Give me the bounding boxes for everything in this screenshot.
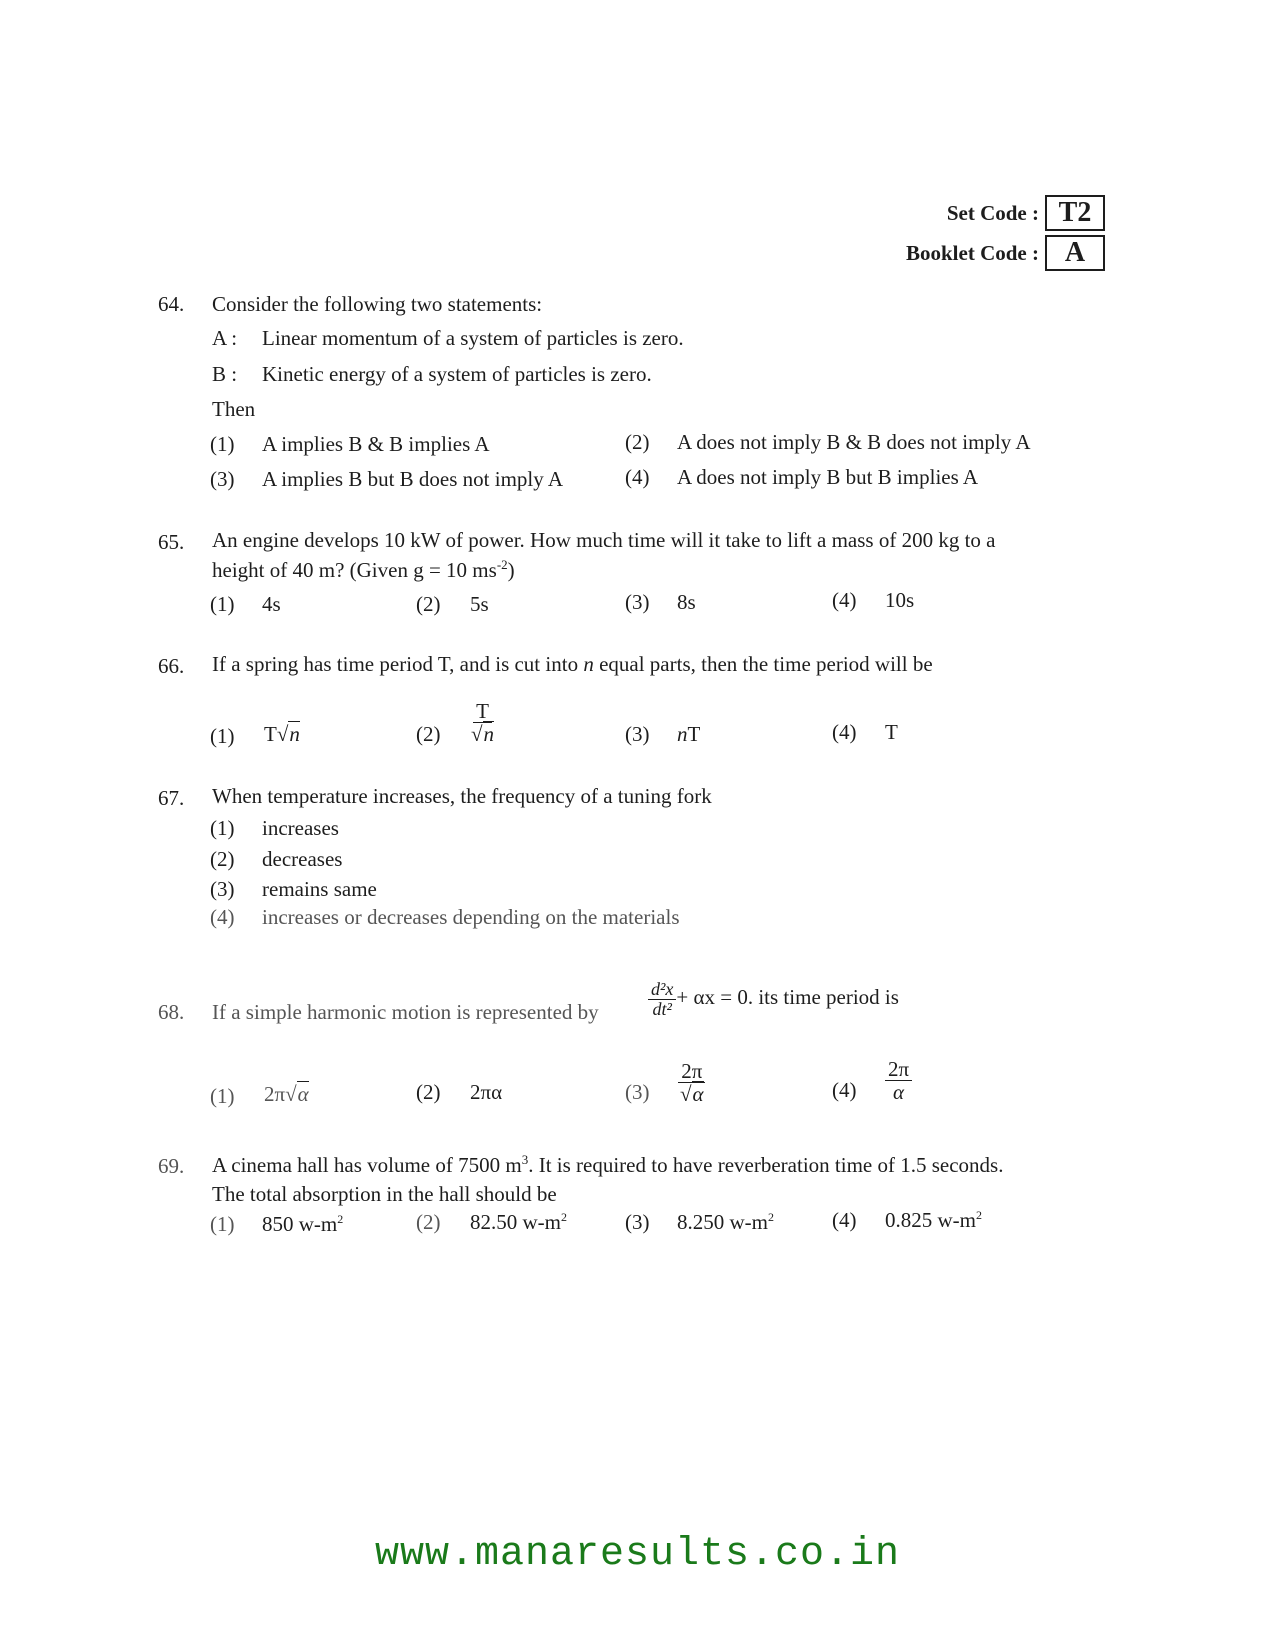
option-expression: $\frac{2\pi}{\alpha}$ <box>885 1058 912 1103</box>
option-label: (3) <box>625 1210 650 1234</box>
option-text: 0.825 $w-m^2$ <box>885 1208 982 1232</box>
option-text: increases or decreases depending on the materials <box>262 905 680 929</box>
option-label: (1) <box>210 1084 235 1108</box>
booklet-code-label: Booklet Code : <box>906 240 1039 265</box>
option-text: 10s <box>885 588 915 612</box>
option-expression: $\frac{2\pi}{√\alpha}$ <box>680 1059 704 1107</box>
option-text: 5s <box>470 592 489 616</box>
option-label: (1) <box>210 816 235 840</box>
option-label: (2) <box>210 847 235 871</box>
option-label: (2) <box>625 430 650 454</box>
question-number: 69. <box>158 1154 185 1178</box>
option-label: (2) <box>416 1210 441 1234</box>
statement-text: Kinetic energy of a system of particles is zero. <box>262 362 652 386</box>
option-text: T <box>885 720 898 744</box>
option-text: increases <box>262 816 339 840</box>
option-label: (4) <box>832 720 857 744</box>
question-stem-line2: The total absorption in the hall should be <box>212 1182 557 1206</box>
exam-codes <box>906 195 1105 275</box>
question-stem-line1: A cinema hall has volume of 7500 $m^3$. It is required to have reverberation time of 1.5 seconds. <box>212 1152 1004 1177</box>
option-label: (2) <box>416 592 441 616</box>
option-label: (4) <box>210 905 235 929</box>
option-label: (3) <box>625 1080 650 1104</box>
option-label: (2) <box>416 1080 441 1104</box>
question-number: 66. <box>158 654 185 678</box>
set-code-box: T2 <box>1045 195 1105 231</box>
option-text: A implies B & B implies A <box>262 432 490 456</box>
option-label: (4) <box>625 465 650 489</box>
option-text: A implies B but B does not imply A <box>262 467 564 491</box>
option-label: (1) <box>210 724 235 748</box>
booklet-code-box: A <box>1045 235 1105 271</box>
option-text: 2πα <box>470 1080 503 1104</box>
question-number: 68. <box>158 1000 185 1024</box>
question-stem-part1: If a simple harmonic motion is represented by <box>212 1000 599 1024</box>
option-text: 8s <box>677 590 696 614</box>
question-stem-line1: An engine develops 10 kW of power. How much time will it take to lift a mass of 200 kg to a <box>212 528 996 552</box>
option-expression: nT <box>677 722 701 746</box>
question-number: 67. <box>158 786 185 810</box>
option-label: (1) <box>210 1212 235 1236</box>
option-label: (3) <box>625 590 650 614</box>
option-text: remains same <box>262 877 377 901</box>
option-label: (1) <box>210 592 235 616</box>
option-text: 850 $w-m^2$ <box>262 1212 344 1236</box>
option-expression: $\frac{T}{√n}$ <box>471 699 495 747</box>
set-code-row <box>906 195 1105 231</box>
option-label: (3) <box>625 722 650 746</box>
equation: $\frac{\text{d²x}}{\text{dt²}}$ + αx = 0. its time period is <box>648 980 899 1019</box>
question-stem-line2: height of 40 m? (Given g = 10 $ms^{-2}$) <box>212 557 515 582</box>
option-label: (1) <box>210 432 235 456</box>
statement-text: Linear momentum of a system of particles is zero. <box>262 326 684 350</box>
then-text: Then <box>212 397 256 421</box>
statement-label: B : <box>212 362 238 386</box>
option-expression: 2π√α <box>264 1082 309 1106</box>
option-expression: T√n <box>264 722 300 746</box>
option-label: (3) <box>210 877 235 901</box>
option-label: (4) <box>832 1208 857 1232</box>
option-label: (4) <box>832 588 857 612</box>
booklet-code-row <box>906 235 1105 271</box>
question-stem: Consider the following two statements: <box>212 292 543 316</box>
option-text: 4s <box>262 592 281 616</box>
question-number: 64. <box>158 292 185 316</box>
option-label: (2) <box>416 722 441 746</box>
option-text: A does not imply B & B does not imply A <box>677 430 1031 454</box>
option-label: (4) <box>832 1078 857 1102</box>
option-text: 82.50 $w-m^2$ <box>470 1210 567 1234</box>
option-text: decreases <box>262 847 343 871</box>
option-label: (3) <box>210 467 235 491</box>
statement-label: A : <box>212 326 238 350</box>
set-code-label: Set Code : <box>946 200 1039 225</box>
option-text: 8.250 $w-m^2$ <box>677 1210 774 1234</box>
question-stem: When temperature increases, the frequency of a tuning fork <box>212 784 712 808</box>
footer-website: www.manaresults.co.in <box>374 1532 901 1577</box>
question-number: 65. <box>158 530 185 554</box>
question-stem: If a spring has time period T, and is cut into n equal parts, then the time period will be <box>212 652 933 676</box>
option-text: A does not imply B but B implies A <box>677 465 979 489</box>
